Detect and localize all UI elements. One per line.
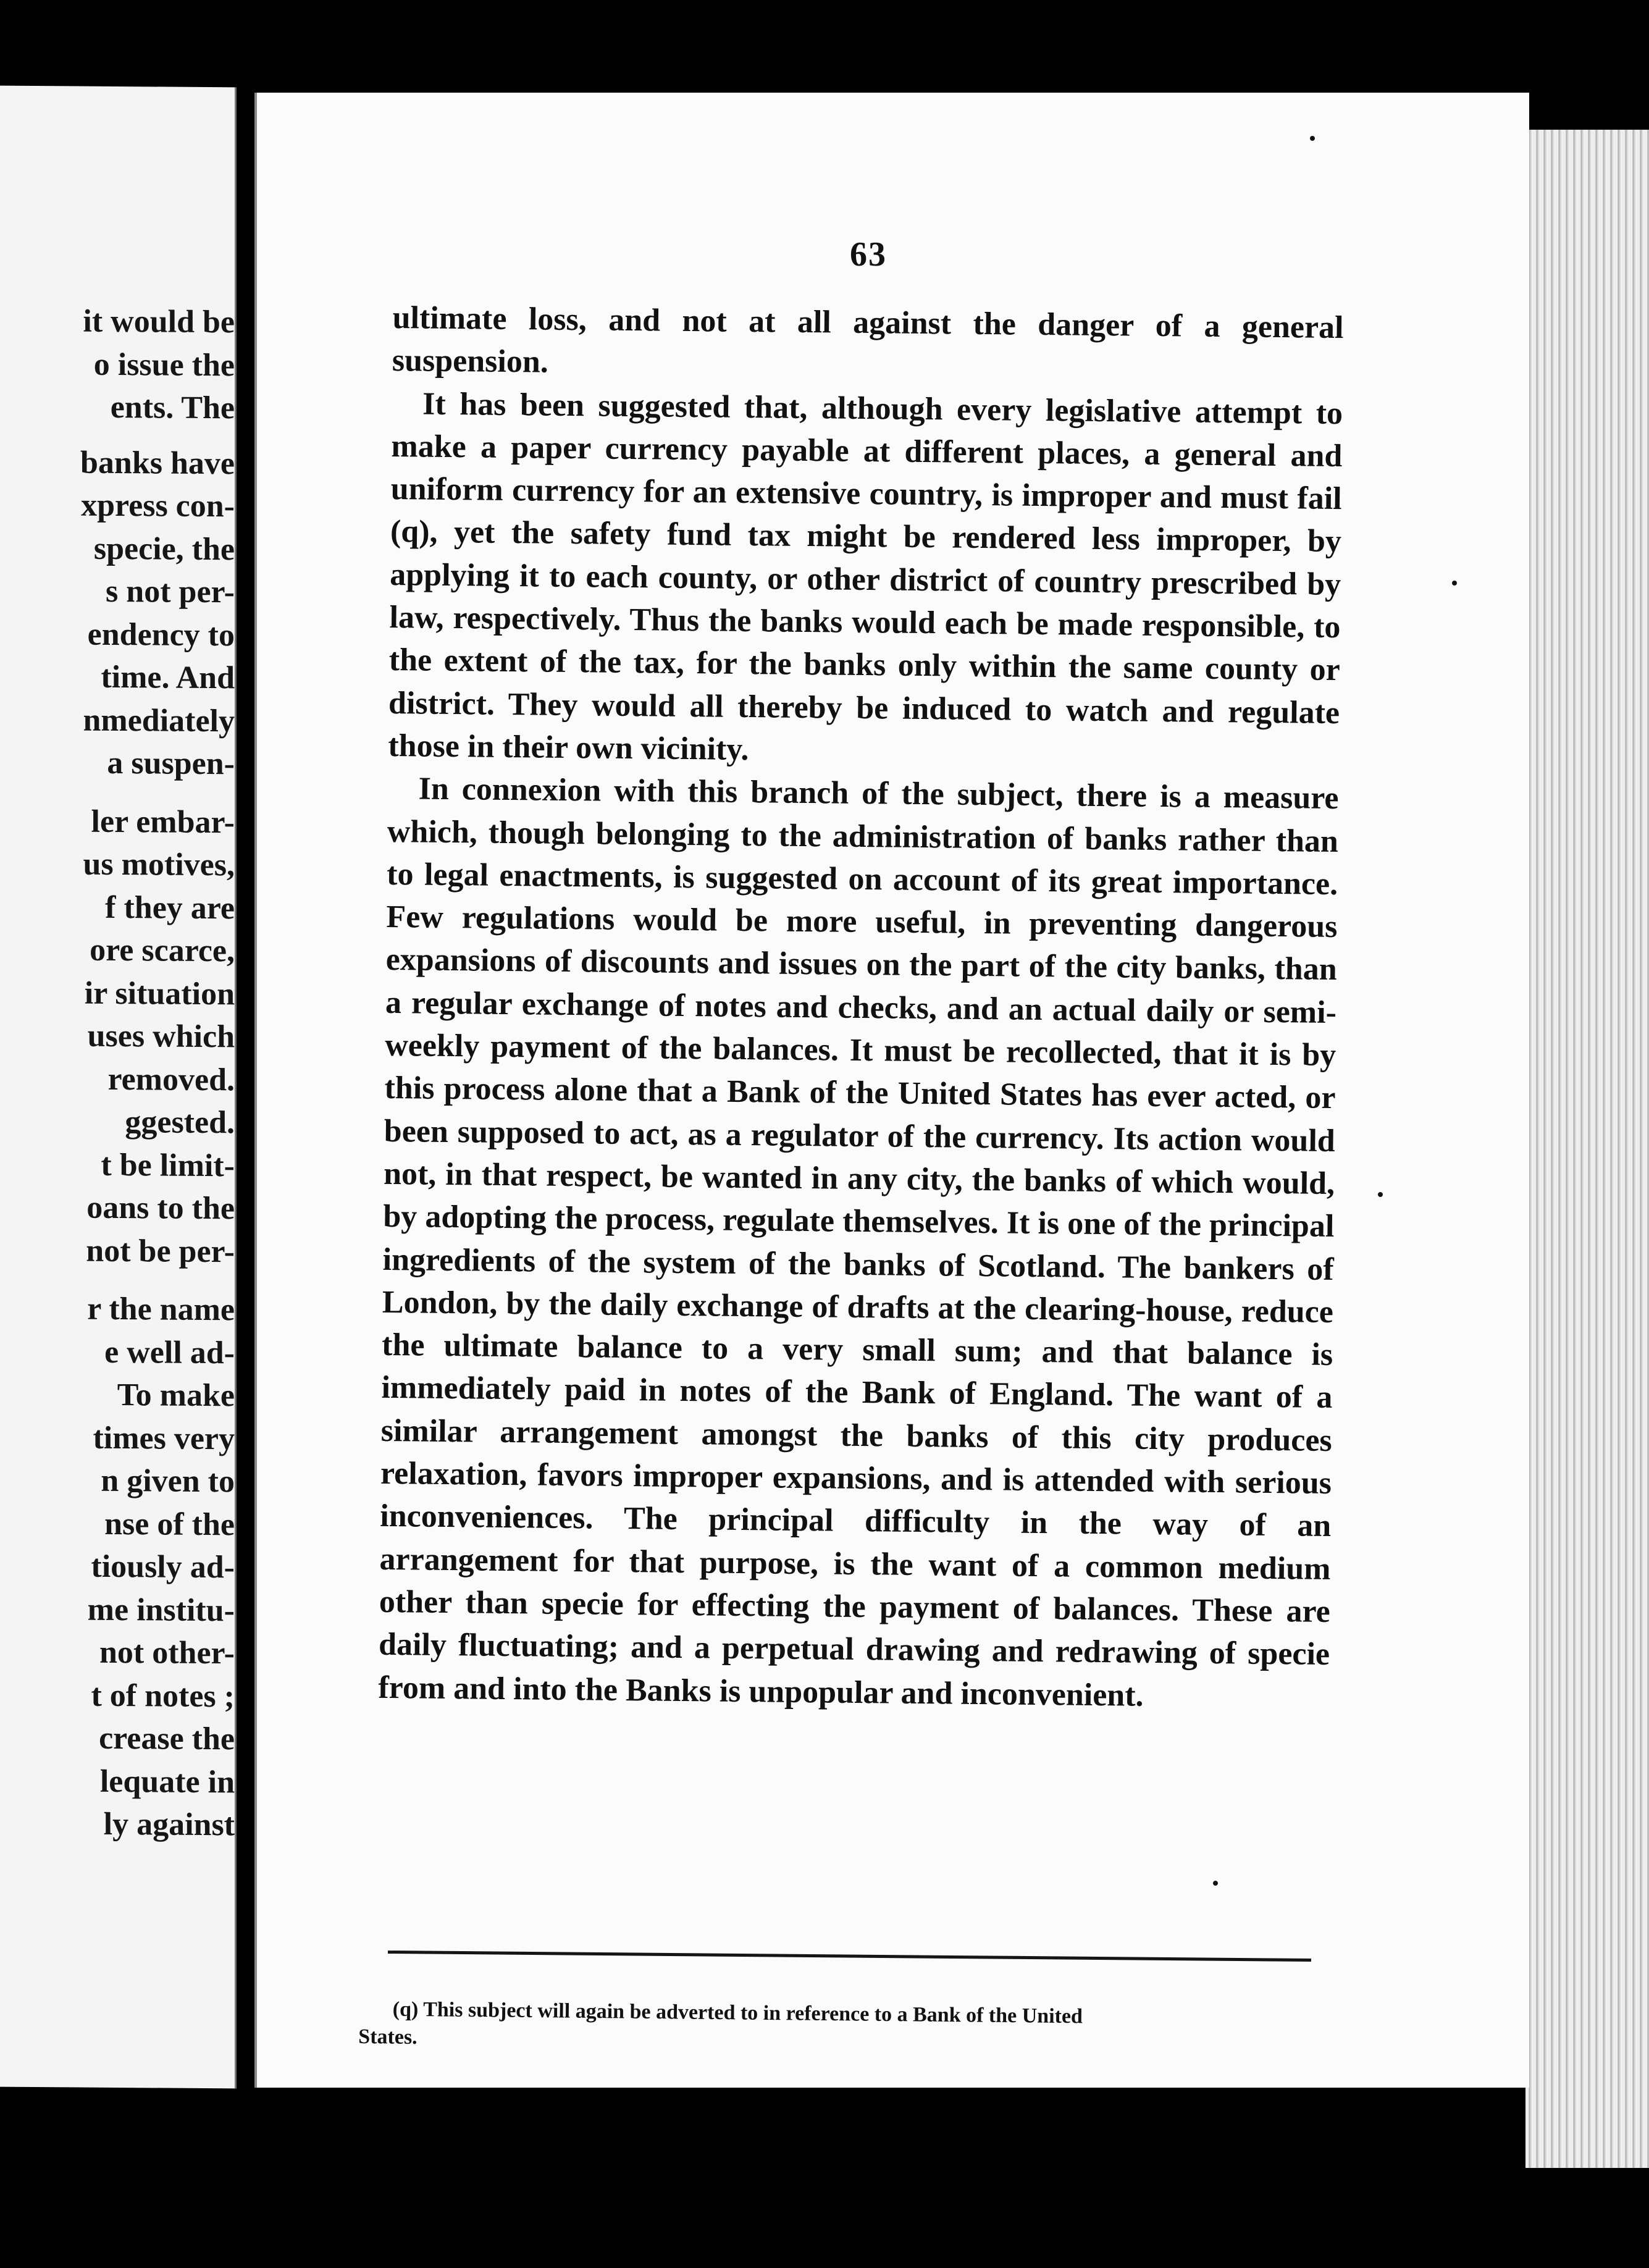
left-page-fragment: us motives, [83, 846, 235, 883]
left-page-fragment: not be per- [86, 1233, 235, 1269]
ink-speck [1378, 1192, 1383, 1197]
paragraph-3: In connexion with this branch of the subject, there is a measure which, though belonging to the administration of banks rather than to legal enactments, is suggested on account of its great importance. Few regulations would be more useful, in preventing dangerous expansions of discounts and issues on the part of the city banks, than a regular exchange of notes and checks, and an actual daily or semi-weekly payment of the balances. It must be recollected, that it is by this process alone that a Bank of the United States has ever acted, or been supposed to act, as a regulator of the currency. Its action would not, in that respect, be wanted in any city, the banks of which would, by adopting the process, regulate themselves. It is one of the principal ingredients of the system of the banks of Scotland. The bankers of London, by the daily exchange of drafts at the clearing-house, reduce the ultimate balance to a very small sum; and that balance is immediately paid in notes of the Bank of England. The want of a similar arrangement amongst the banks of this city produces relaxation, favors improper expansions, and is attended with serious inconveniences. The principal difficulty in the way of an arrangement for that purpose, is the want of a common medium other than specie for effecting the payment of balances. These are daily fluctuating; and a perpetual drawing and redrawing of specie from and into the Banks is unpopular and inconvenient. [378, 771, 1339, 1713]
left-page-fragment: n given to [101, 1463, 235, 1500]
left-page-fragment: endency to [87, 616, 235, 653]
left-page-fragment: ir situation [84, 975, 235, 1012]
left-page-fragment: tiously ad- [91, 1548, 235, 1586]
left-page-fragment: t of notes ; [91, 1678, 235, 1714]
ink-speck [1310, 136, 1315, 141]
left-page-fragment: t be limit- [101, 1147, 235, 1183]
footnote-line-2: States. [358, 2025, 417, 2049]
left-page-fragment: ore scarce, [90, 932, 235, 969]
left-page-fragment: specie, the [93, 531, 235, 567]
footnote-rule [388, 1951, 1311, 1962]
left-page-fragment: me institu- [87, 1592, 235, 1628]
left-page-fragment: ly against [103, 1806, 235, 1843]
book-page [254, 93, 1529, 2088]
left-page-fragment: To make [117, 1377, 235, 1414]
paragraph-1: ultimate loss, and not at all against the danger of a general suspension. [392, 300, 1344, 380]
left-page-fragment: removed. [107, 1061, 235, 1098]
left-page-fragment: ents. The [110, 389, 235, 426]
left-page-fragment: lequate in [99, 1763, 235, 1800]
body-text [378, 296, 1344, 1719]
left-page-fragment: time. And [101, 659, 235, 696]
footnote [358, 1995, 1322, 2060]
left-page-fragment: not other- [99, 1634, 235, 1671]
left-page-fragment: banks have [80, 445, 235, 481]
ink-speck [1213, 1881, 1218, 1886]
left-page-fragment: e well ad- [104, 1334, 235, 1371]
page-edge-stack [1525, 130, 1649, 2168]
left-page-fragment: r the name [87, 1291, 235, 1328]
left-page-fragment: a suspen- [107, 745, 235, 782]
left-page-fragment: nse of the [104, 1506, 235, 1542]
left-page-fragment: s not per- [106, 573, 235, 610]
left-page-fragment: it would be [83, 303, 235, 340]
left-page-fragment: crease the [99, 1720, 235, 1757]
previous-page [0, 86, 237, 2089]
left-page-fragment: nmediately [83, 702, 235, 739]
left-page-fragment: f they are [105, 889, 235, 926]
left-page-fragment: ggested. [125, 1104, 235, 1141]
left-page-fragment: times very [93, 1420, 235, 1456]
left-page-fragment: xpress con- [81, 487, 235, 524]
left-page-fragment: oans to the [86, 1190, 235, 1227]
paragraph-2: It has been suggested that, although every legislative attempt to make a paper currency payable at different places, a general and uniform currency for an extensive country, is improper and must fail (q), yet the safety fund tax might be rendered less improper, by applying it to each county, or other district of country prescribed by law, respectively. Thus the banks would each be made responsible, to the extent of the tax, for the banks only within the same county or district. They would all thereby be induced to watch and regulate those in their own vicinity. [388, 386, 1343, 768]
left-page-fragment: ler embar- [91, 804, 235, 840]
ink-speck [1452, 581, 1457, 586]
page-number: 63 [850, 235, 887, 274]
left-page-fragment: o issue the [93, 346, 235, 383]
footnote-line-1: (q) This subject will again be adverted to in reference to a Bank of the United [392, 1997, 1083, 2028]
left-page-fragment: uses which [87, 1018, 235, 1055]
